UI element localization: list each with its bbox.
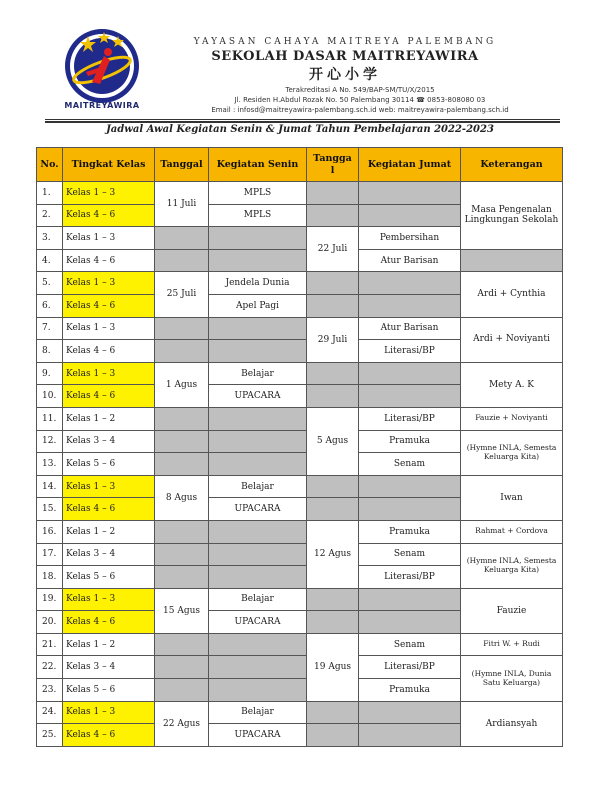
table-row (37, 249, 563, 272)
row-kelas: Kelas 4 – 6 (63, 385, 155, 408)
kegiatan-senin-empty (209, 407, 307, 430)
date-senin-empty (155, 227, 209, 250)
kegiatan-jumat-empty (359, 611, 461, 634)
keterangan-note: (Hymne INLA, Semesta Keluarga Kita) (461, 430, 563, 475)
kegiatan-jumat-empty (359, 385, 461, 408)
contact-email: Email : infosd@maitreyawira-palembang.sch.id web: maitreyawira-palembang.sch.id (211, 106, 509, 114)
row-no: 8. (37, 340, 63, 363)
table-row (37, 430, 563, 453)
keterangan: Ardi + Noviyanti (461, 317, 563, 362)
row-no: 6. (37, 294, 63, 317)
kegiatan-senin: MPLS (209, 182, 307, 205)
date-senin-empty (155, 543, 209, 566)
row-kelas: Kelas 4 – 6 (63, 294, 155, 317)
table-row (37, 182, 563, 205)
row-kelas: Kelas 1 – 3 (63, 362, 155, 385)
row-kelas: Kelas 1 – 3 (63, 475, 155, 498)
date-jumat-empty (307, 385, 359, 408)
kegiatan-senin-empty (209, 633, 307, 656)
date-senin-empty (155, 340, 209, 363)
kegiatan-senin-empty (209, 543, 307, 566)
kegiatan-senin: UPACARA (209, 611, 307, 634)
table-row (37, 272, 563, 295)
table-header-row (37, 148, 563, 182)
address: Jl. Residen H.Abdul Rozak No. 50 Palembang 30114 ☎ 0853-808080 03 (234, 96, 486, 104)
table-row (37, 407, 563, 430)
date-jumat-empty (307, 475, 359, 498)
date-senin-empty (155, 656, 209, 679)
date-senin-empty (155, 679, 209, 702)
row-kelas: Kelas 1 – 3 (63, 182, 155, 205)
kegiatan-senin: Belajar (209, 701, 307, 724)
row-no: 21. (37, 633, 63, 656)
row-no: 20. (37, 611, 63, 634)
keterangan-empty (461, 249, 563, 272)
row-kelas: Kelas 1 – 3 (63, 701, 155, 724)
row-kelas: Kelas 1 – 3 (63, 227, 155, 250)
row-kelas: Kelas 3 – 4 (63, 543, 155, 566)
logo-label: MAITREYAWIRA (64, 101, 140, 110)
row-no: 10. (37, 385, 63, 408)
school-chinese-name: 开心小学 (309, 67, 381, 83)
kegiatan-senin: UPACARA (209, 724, 307, 747)
date-senin-empty (155, 566, 209, 589)
kegiatan-jumat-empty (359, 701, 461, 724)
keterangan-note: (Hymne INLA, Semesta Keluarga Kita) (461, 543, 563, 588)
kegiatan-senin-empty (209, 249, 307, 272)
row-no: 5. (37, 272, 63, 295)
table-row (37, 317, 563, 340)
keterangan: Fitri W. + Rudi (461, 633, 563, 656)
date-senin-empty (155, 249, 209, 272)
row-no: 14. (37, 475, 63, 498)
kegiatan-senin: UPACARA (209, 498, 307, 521)
date-senin: 8 Agus (155, 475, 209, 520)
keterangan: Fauzie + Noviyanti (461, 407, 563, 430)
keterangan: Ardiansyah (461, 701, 563, 746)
table-row (37, 362, 563, 385)
date-jumat-empty (307, 701, 359, 724)
table-row (37, 701, 563, 724)
table-row (37, 543, 563, 566)
col-kelas: Tingkat Kelas (63, 148, 155, 182)
document-title: Jadwal Awal Kegiatan Senin & Jumat Tahun Pembelajaran 2022-2023 (106, 124, 494, 135)
row-kelas: Kelas 1 – 2 (63, 633, 155, 656)
kegiatan-jumat: Literasi/BP (359, 566, 461, 589)
row-no: 22. (37, 656, 63, 679)
divider (45, 121, 560, 123)
table-row (37, 520, 563, 543)
row-no: 16. (37, 520, 63, 543)
date-jumat-empty (307, 362, 359, 385)
row-no: 9. (37, 362, 63, 385)
row-kelas: Kelas 1 – 2 (63, 520, 155, 543)
kegiatan-jumat-empty (359, 294, 461, 317)
row-no: 19. (37, 588, 63, 611)
kegiatan-jumat: Pramuka (359, 679, 461, 702)
row-no: 24. (37, 701, 63, 724)
kegiatan-jumat-empty (359, 475, 461, 498)
row-no: 3. (37, 227, 63, 250)
date-senin-empty (155, 633, 209, 656)
col-tanggal-senin: Tanggal (155, 148, 209, 182)
row-no: 13. (37, 453, 63, 476)
row-kelas: Kelas 1 – 3 (63, 272, 155, 295)
keterangan-note: (Hymne INLA, Dunia Satu Keluarga) (461, 656, 563, 701)
date-jumat-empty (307, 294, 359, 317)
keterangan: Iwan (461, 475, 563, 520)
kegiatan-jumat-empty (359, 272, 461, 295)
date-jumat: 5 Agus (307, 407, 359, 475)
kegiatan-jumat-empty (359, 498, 461, 521)
col-no: No. (37, 148, 63, 182)
kegiatan-jumat: Pembersihan (359, 227, 461, 250)
kegiatan-senin: Apel Pagi (209, 294, 307, 317)
table-row (37, 475, 563, 498)
row-no: 15. (37, 498, 63, 521)
row-kelas: Kelas 5 – 6 (63, 453, 155, 476)
row-no: 2. (37, 204, 63, 227)
kegiatan-senin-empty (209, 566, 307, 589)
col-keterangan: Keterangan (461, 148, 563, 182)
kegiatan-senin-empty (209, 520, 307, 543)
row-kelas: Kelas 4 – 6 (63, 204, 155, 227)
kegiatan-senin: UPACARA (209, 385, 307, 408)
date-senin-empty (155, 520, 209, 543)
kegiatan-senin: Belajar (209, 362, 307, 385)
row-kelas: Kelas 4 – 6 (63, 498, 155, 521)
kegiatan-jumat: Literasi/BP (359, 407, 461, 430)
row-no: 23. (37, 679, 63, 702)
kegiatan-jumat: Pramuka (359, 430, 461, 453)
accreditation: Terakreditasi A No. 549/BAP-SM/TU/X/2015 (285, 86, 435, 94)
row-no: 1. (37, 182, 63, 205)
row-kelas: Kelas 4 – 6 (63, 611, 155, 634)
kegiatan-jumat: Literasi/BP (359, 340, 461, 363)
keterangan: Fauzie (461, 588, 563, 633)
kegiatan-senin-empty (209, 679, 307, 702)
row-kelas: Kelas 1 – 3 (63, 588, 155, 611)
date-senin-empty (155, 407, 209, 430)
row-kelas: Kelas 1 – 3 (63, 317, 155, 340)
row-kelas: Kelas 4 – 6 (63, 340, 155, 363)
kegiatan-senin-empty (209, 430, 307, 453)
date-senin: 22 Agus (155, 701, 209, 746)
row-no: 11. (37, 407, 63, 430)
kegiatan-jumat: Atur Barisan (359, 249, 461, 272)
date-jumat-empty (307, 498, 359, 521)
kegiatan-senin-empty (209, 317, 307, 340)
date-senin: 11 Juli (155, 182, 209, 227)
date-senin-empty (155, 430, 209, 453)
col-tanggal-jumat: Tangga l (307, 148, 359, 182)
date-senin: 25 Juli (155, 272, 209, 317)
row-no: 17. (37, 543, 63, 566)
kegiatan-jumat: Senam (359, 633, 461, 656)
keterangan: Masa Pengenalan Lingkungan Sekolah (461, 182, 563, 250)
row-kelas: Kelas 3 – 4 (63, 656, 155, 679)
kegiatan-senin: Belajar (209, 475, 307, 498)
row-kelas: Kelas 5 – 6 (63, 566, 155, 589)
row-kelas: Kelas 4 – 6 (63, 249, 155, 272)
date-jumat: 19 Agus (307, 633, 359, 701)
table-row (37, 588, 563, 611)
date-jumat-empty (307, 611, 359, 634)
kegiatan-jumat: Senam (359, 453, 461, 476)
divider (45, 119, 560, 120)
kegiatan-senin: MPLS (209, 204, 307, 227)
date-jumat-empty (307, 204, 359, 227)
table-row (37, 656, 563, 679)
row-no: 25. (37, 724, 63, 747)
row-kelas: Kelas 1 – 2 (63, 407, 155, 430)
school-name: SEKOLAH DASAR MAITREYAWIRA (211, 49, 479, 64)
table-row (37, 633, 563, 656)
foundation-name: YAYASAN CAHAYA MAITREYA PALEMBANG (193, 37, 497, 47)
kegiatan-jumat: Senam (359, 543, 461, 566)
kegiatan-jumat-empty (359, 362, 461, 385)
kegiatan-jumat: Pramuka (359, 520, 461, 543)
date-jumat-empty (307, 588, 359, 611)
date-jumat-empty (307, 272, 359, 295)
kegiatan-jumat: Literasi/BP (359, 656, 461, 679)
date-senin: 1 Agus (155, 362, 209, 407)
row-kelas: Kelas 3 – 4 (63, 430, 155, 453)
date-senin: 15 Agus (155, 588, 209, 633)
row-no: 7. (37, 317, 63, 340)
schedule-table-wrapper (36, 147, 563, 747)
keterangan: Ardi + Cynthia (461, 272, 563, 317)
row-no: 12. (37, 430, 63, 453)
date-jumat: 22 Juli (307, 227, 359, 272)
keterangan: Rahmat + Cordova (461, 520, 563, 543)
row-no: 4. (37, 249, 63, 272)
row-kelas: Kelas 4 – 6 (63, 724, 155, 747)
keterangan: Mety A. K (461, 362, 563, 407)
kegiatan-senin-empty (209, 227, 307, 250)
kegiatan-jumat-empty (359, 588, 461, 611)
kegiatan-senin-empty (209, 656, 307, 679)
kegiatan-senin-empty (209, 453, 307, 476)
date-jumat-empty (307, 182, 359, 205)
kegiatan-senin: Belajar (209, 588, 307, 611)
letterhead (0, 0, 600, 120)
kegiatan-senin: Jendela Dunia (209, 272, 307, 295)
date-jumat-empty (307, 724, 359, 747)
row-no: 18. (37, 566, 63, 589)
col-kegiatan-senin: Kegiatan Senin (209, 148, 307, 182)
date-jumat: 12 Agus (307, 520, 359, 588)
date-senin-empty (155, 453, 209, 476)
kegiatan-senin-empty (209, 340, 307, 363)
kegiatan-jumat-empty (359, 204, 461, 227)
schedule-table (36, 147, 563, 747)
kegiatan-jumat-empty (359, 182, 461, 205)
date-jumat: 29 Juli (307, 317, 359, 362)
col-kegiatan-jumat: Kegiatan Jumat (359, 148, 461, 182)
kegiatan-jumat: Atur Barisan (359, 317, 461, 340)
kegiatan-jumat-empty (359, 724, 461, 747)
date-senin-empty (155, 317, 209, 340)
row-kelas: Kelas 5 – 6 (63, 679, 155, 702)
